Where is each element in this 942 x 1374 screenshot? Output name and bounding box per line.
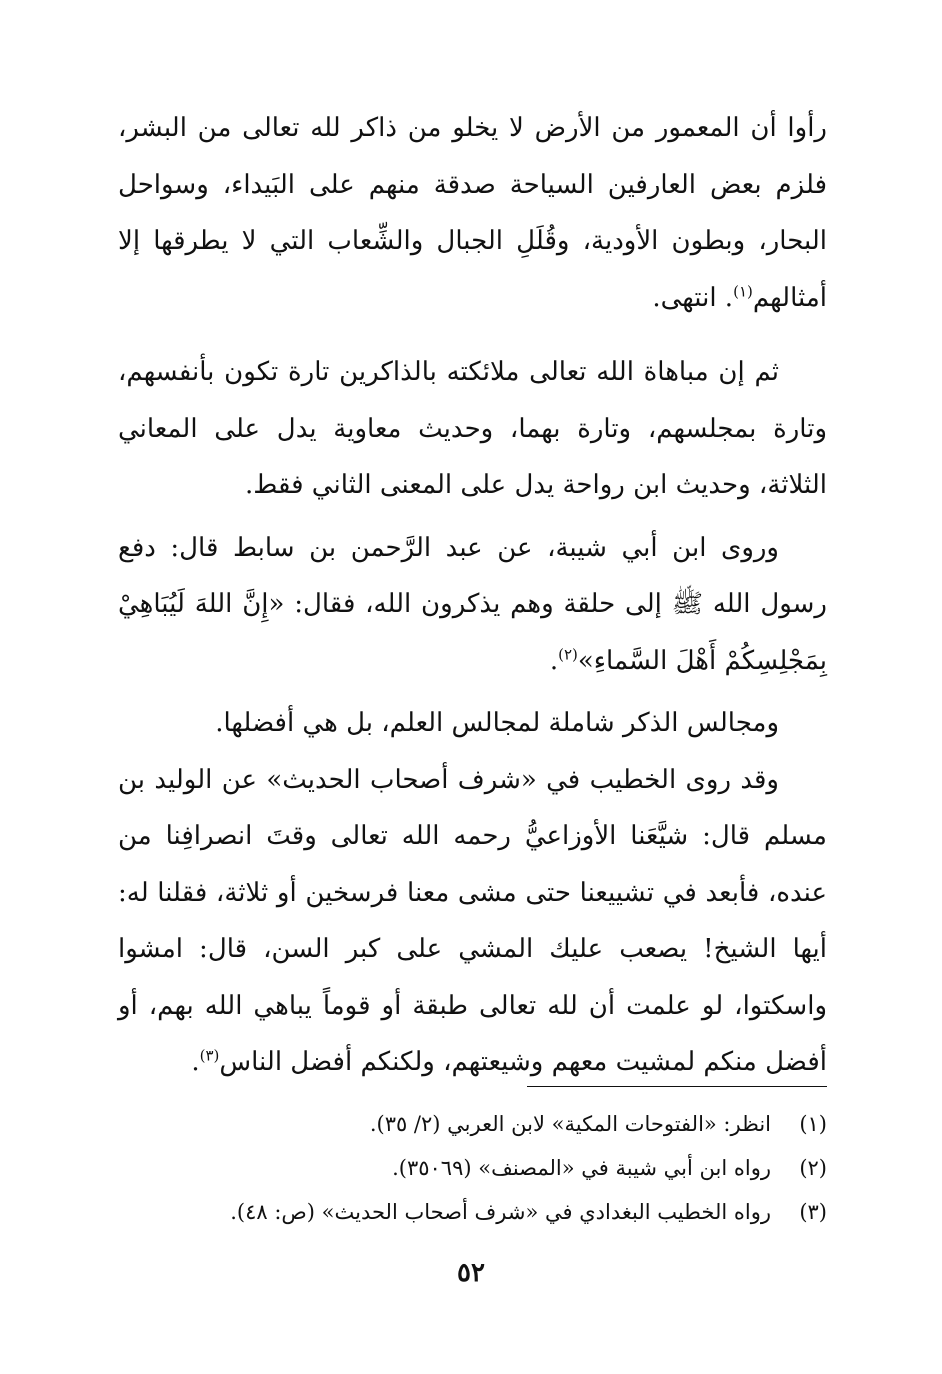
paragraph-1-tail: . انتهى. <box>652 282 734 313</box>
paragraph-3-tail: . <box>549 645 559 676</box>
paragraph-5-tail: . <box>191 1047 200 1077</box>
footnote-marker-3[interactable]: (٣) <box>199 1046 220 1065</box>
footnote-text: انظر: «الفتوحات المكية» لابن العربي (٢/ ٣٥). <box>369 1112 771 1136</box>
paragraph-2-text: ثم إن مباهاة الله تعالى ملائكته بالذاكرين تارة تكون بأنفسهم، وتارة بمجلسهم، وتارة بهما، وحديث معاوية يدل على المعاني الثلاثة، وحديث ابن رواحة يدل على المعنى الثاني فقط. <box>118 357 827 500</box>
footnote-number: (٣) <box>799 1200 827 1224</box>
footnote-1 <box>118 1102 827 1146</box>
paragraph-5-text: وقد روى الخطيب في «شرف أصحاب الحديث» عن الوليد بن مسلم قال: شيَّعَنا الأوزاعيُّ رحمه الله تعالى وقتَ انصرافِنا من عنده، فأبعد في تشييعنا حتى مشى معنا فرسخين أو ثلاثة، فقلنا له: أيها الشيخ! يصعب عليك المشي على كبر السن، قال: امشوا واسكتوا، لو علمت أن لله تعالى طبقة أو قوماً يباهي الله بهم، أو أفضل منكم لمشيت معهم وشيعتهم، ولكنكم أفضل الناس <box>118 764 827 1077</box>
page-number: ٥٢ <box>457 1258 485 1288</box>
footnote-divider <box>527 1086 827 1087</box>
footnote-text: رواه ابن أبي شيبة في «المصنف» (٣٥٠٦٩). <box>392 1156 771 1180</box>
paragraph-4 <box>118 695 827 752</box>
main-text <box>118 100 827 1091</box>
paragraph-2 <box>118 344 827 514</box>
footnote-number: (٢) <box>799 1156 827 1180</box>
footnote-marker-2[interactable]: (٢) <box>558 644 578 663</box>
paragraph-4-text: ومجالس الذكر شاملة لمجالس العلم، بل هي أفضلها. <box>215 708 779 738</box>
paragraph-1-text: رأوا أن المعمور من الأرض لا يخلو من ذاكر لله تعالى من البشر، فلزم بعض العارفين السياحة صدقة منهم على البَيداء، وسواحل البحار، وبطون الأودية، وقُلَلِ الجبال والشِّعاب التي لا يطرقها إلا أمثالهم <box>118 113 827 313</box>
footnote-2 <box>118 1146 827 1190</box>
footnote-text: رواه الخطيب البغدادي في «شرف أصحاب الحديث» (ص: ٤٨). <box>230 1200 771 1224</box>
footnotes <box>118 1102 827 1234</box>
footnote-number: (١) <box>799 1112 827 1136</box>
paragraph-3 <box>118 520 827 690</box>
paragraph-3-text: وروى ابن أبي شيبة، عن عبد الرَّحمن بن سابط قال: دفع رسول الله ﷺ إلى حلقة وهم يذكرون الله، فقال: «إِنَّ اللهَ لَيُبَاهِيْ بِمَجْلِسِكُمْ أَهْلَ السَّماءِ» <box>118 532 827 676</box>
paragraph-1 <box>118 100 827 326</box>
paragraph-5 <box>118 752 827 1091</box>
footnote-marker-1[interactable]: (١) <box>733 281 753 300</box>
footnote-3 <box>118 1190 827 1234</box>
